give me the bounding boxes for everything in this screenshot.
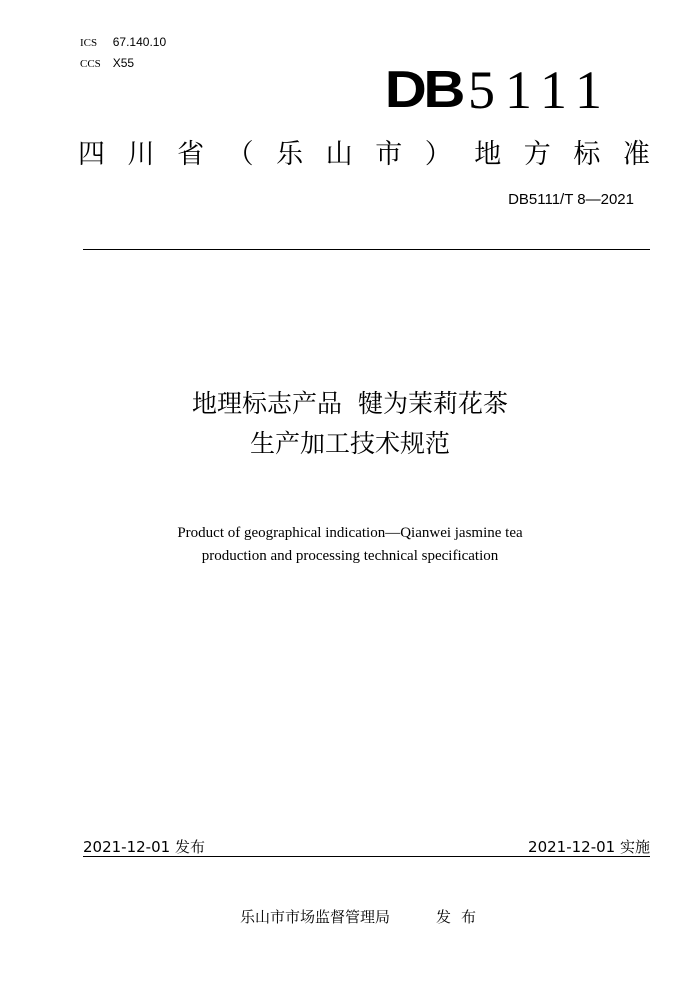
standard-type-char: 方: [523, 139, 551, 170]
standard-type-char: 地: [474, 139, 502, 170]
ccs-label: CCS: [80, 58, 101, 70]
standard-type-heading: [78, 138, 650, 172]
chinese-title: [0, 384, 700, 464]
implement-date: 2021-12-01 实施: [528, 838, 650, 856]
issuing-authority: 乐山市市场监督管理局: [240, 908, 391, 926]
standard-type-char: （: [226, 139, 254, 170]
standard-type-char: ）: [424, 139, 452, 170]
english-title-line-1: Product of geographical indication—Qianwei jasmine tea: [177, 525, 523, 541]
english-title-line-2: production and processing technical specification: [201, 548, 499, 564]
chinese-title-line-2: 生产加工技术规范: [249, 429, 450, 458]
ics-label: ICS: [80, 37, 98, 49]
standard-number: DB5111/T 8—2021: [508, 191, 634, 208]
standard-type-char: 四: [78, 139, 105, 170]
bottom-divider: [83, 856, 650, 857]
standard-type-char: 标: [573, 139, 601, 170]
english-title: [0, 522, 700, 568]
db-region-number: 5111: [468, 60, 612, 120]
db-prefix: DB: [384, 61, 462, 119]
ccs-value: X55: [112, 56, 135, 70]
publish-date: 2021-12-01 发布: [83, 838, 205, 856]
ics-value: 67.140.10: [112, 35, 167, 49]
standard-type-char: 准: [622, 139, 650, 170]
db-standard-logo: [384, 56, 612, 120]
standard-type-char: 川: [127, 139, 155, 170]
top-divider: [83, 249, 650, 250]
standard-type-char: 省: [177, 139, 205, 170]
ccs-code: [80, 56, 134, 71]
ics-code: [80, 35, 166, 50]
standard-type-char: 山: [325, 139, 353, 170]
chinese-title-line-1: 地理标志产品 犍为茉莉花茶: [192, 389, 508, 418]
standard-type-char: 乐: [276, 139, 304, 170]
issue-label: 发布: [436, 908, 487, 926]
standard-type-char: 市: [375, 139, 403, 170]
